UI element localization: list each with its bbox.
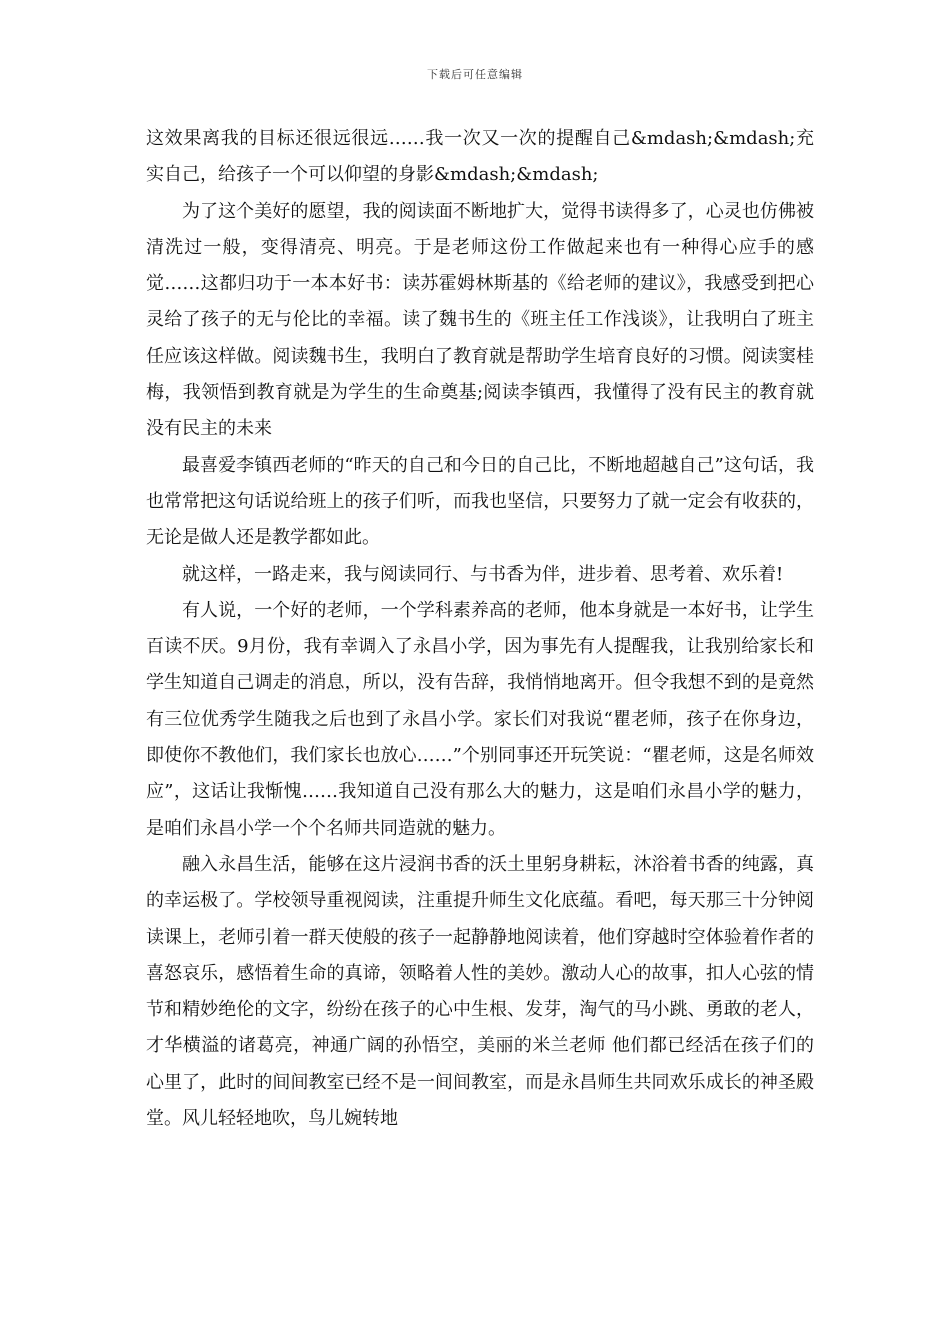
paragraph-4: 就这样，一路走来，我与阅读同行、与书香为伴，进步着、思考着、欢乐着! <box>182 563 784 585</box>
paragraph-3: 最喜爱李镇西老师的“昨天的自己和今日的自己比，不断地超越自己”这句话，我也常常把这句话说给班上的孩子们听，而我也坚信，只要努力了就一定会有收获的，无论是做人还是教学都如此。 <box>146 454 814 549</box>
paragraph-2: 为了这个美好的愿望，我的阅读面不断地扩大，觉得书读得多了，心灵也仿佛被清洗过一般，变得清亮、明亮。于是老师这份工作做起来也有一种得心应手的感觉……这都归功于一本本好书：读苏霍姆林斯基的《给老师的建议》，我感受到把心灵给了孩子的无与伦比的幸福。读了魏书生的《班主任工作浅谈》，让我明白了班主任应该这样做。阅读魏书生，我明白了教育就是帮助学生培育良好的习惯。阅读窦桂梅，我领悟到教育就是为学生的生命奠基;阅读李镇西，我懂得了没有民主的教育就没有民主的未来 <box>146 200 814 440</box>
page-header: 下载后可任意编辑 <box>427 68 523 81</box>
paragraph-5: 有人说，一个好的老师，一个学科素养高的老师，他本身就是一本好书，让学生百读不厌。9月份，我有幸调入了永昌小学，因为事先有人提醒我，让我别给家长和学生知道自己调走的消息，所以，没有告辞，我悄悄地离开。但令我想不到的是竟然有三位优秀学生随我之后也到了永昌小学。家长们对我说“瞿老师，孩子在你身边，即使你不教他们，我们家长也放心……”个别同事还开玩笑说：“瞿老师，这是名师效应”，这话让我惭愧……我知道自己没有那么大的魅力，这是咱们永昌小学的魅力，是咱们永昌小学一个个名师共同造就的魅力。 <box>146 599 814 839</box>
paragraph-1: 这效果离我的目标还很远很远……我一次又一次的提醒自己&mdash;&mdash;充实自己，给孩子一个可以仰望的身影&mdash;&mdash; <box>146 128 814 186</box>
document-body <box>146 121 814 1137</box>
paragraph-6: 融入永昌生活，能够在这片浸润书香的沃土里躬身耕耘，沐浴着书香的纯露，真的幸运极了。学校领导重视阅读，注重提升师生文化底蕴。看吧，每天那三十分钟阅读课上，老师引着一群天使般的孩子一起静静地阅读着，他们穿越时空体验着作者的喜怒哀乐，感悟着生命的真谛，领略着人性的美妙。激动人心的故事，扣人心弦的情节和精妙绝伦的文字，纷纷在孩子的心中生根、发芽，淘气的马小跳、勇敢的老人，才华横溢的诸葛亮，神通广阔的孙悟空，美丽的米兰老师 他们都已经活在孩子们的心里了，此时的间间教室已经不是一间间教室，而是永昌师生共同欢乐成长的神圣殿堂。风儿轻轻地吹，鸟儿婉转地 <box>146 853 814 1130</box>
